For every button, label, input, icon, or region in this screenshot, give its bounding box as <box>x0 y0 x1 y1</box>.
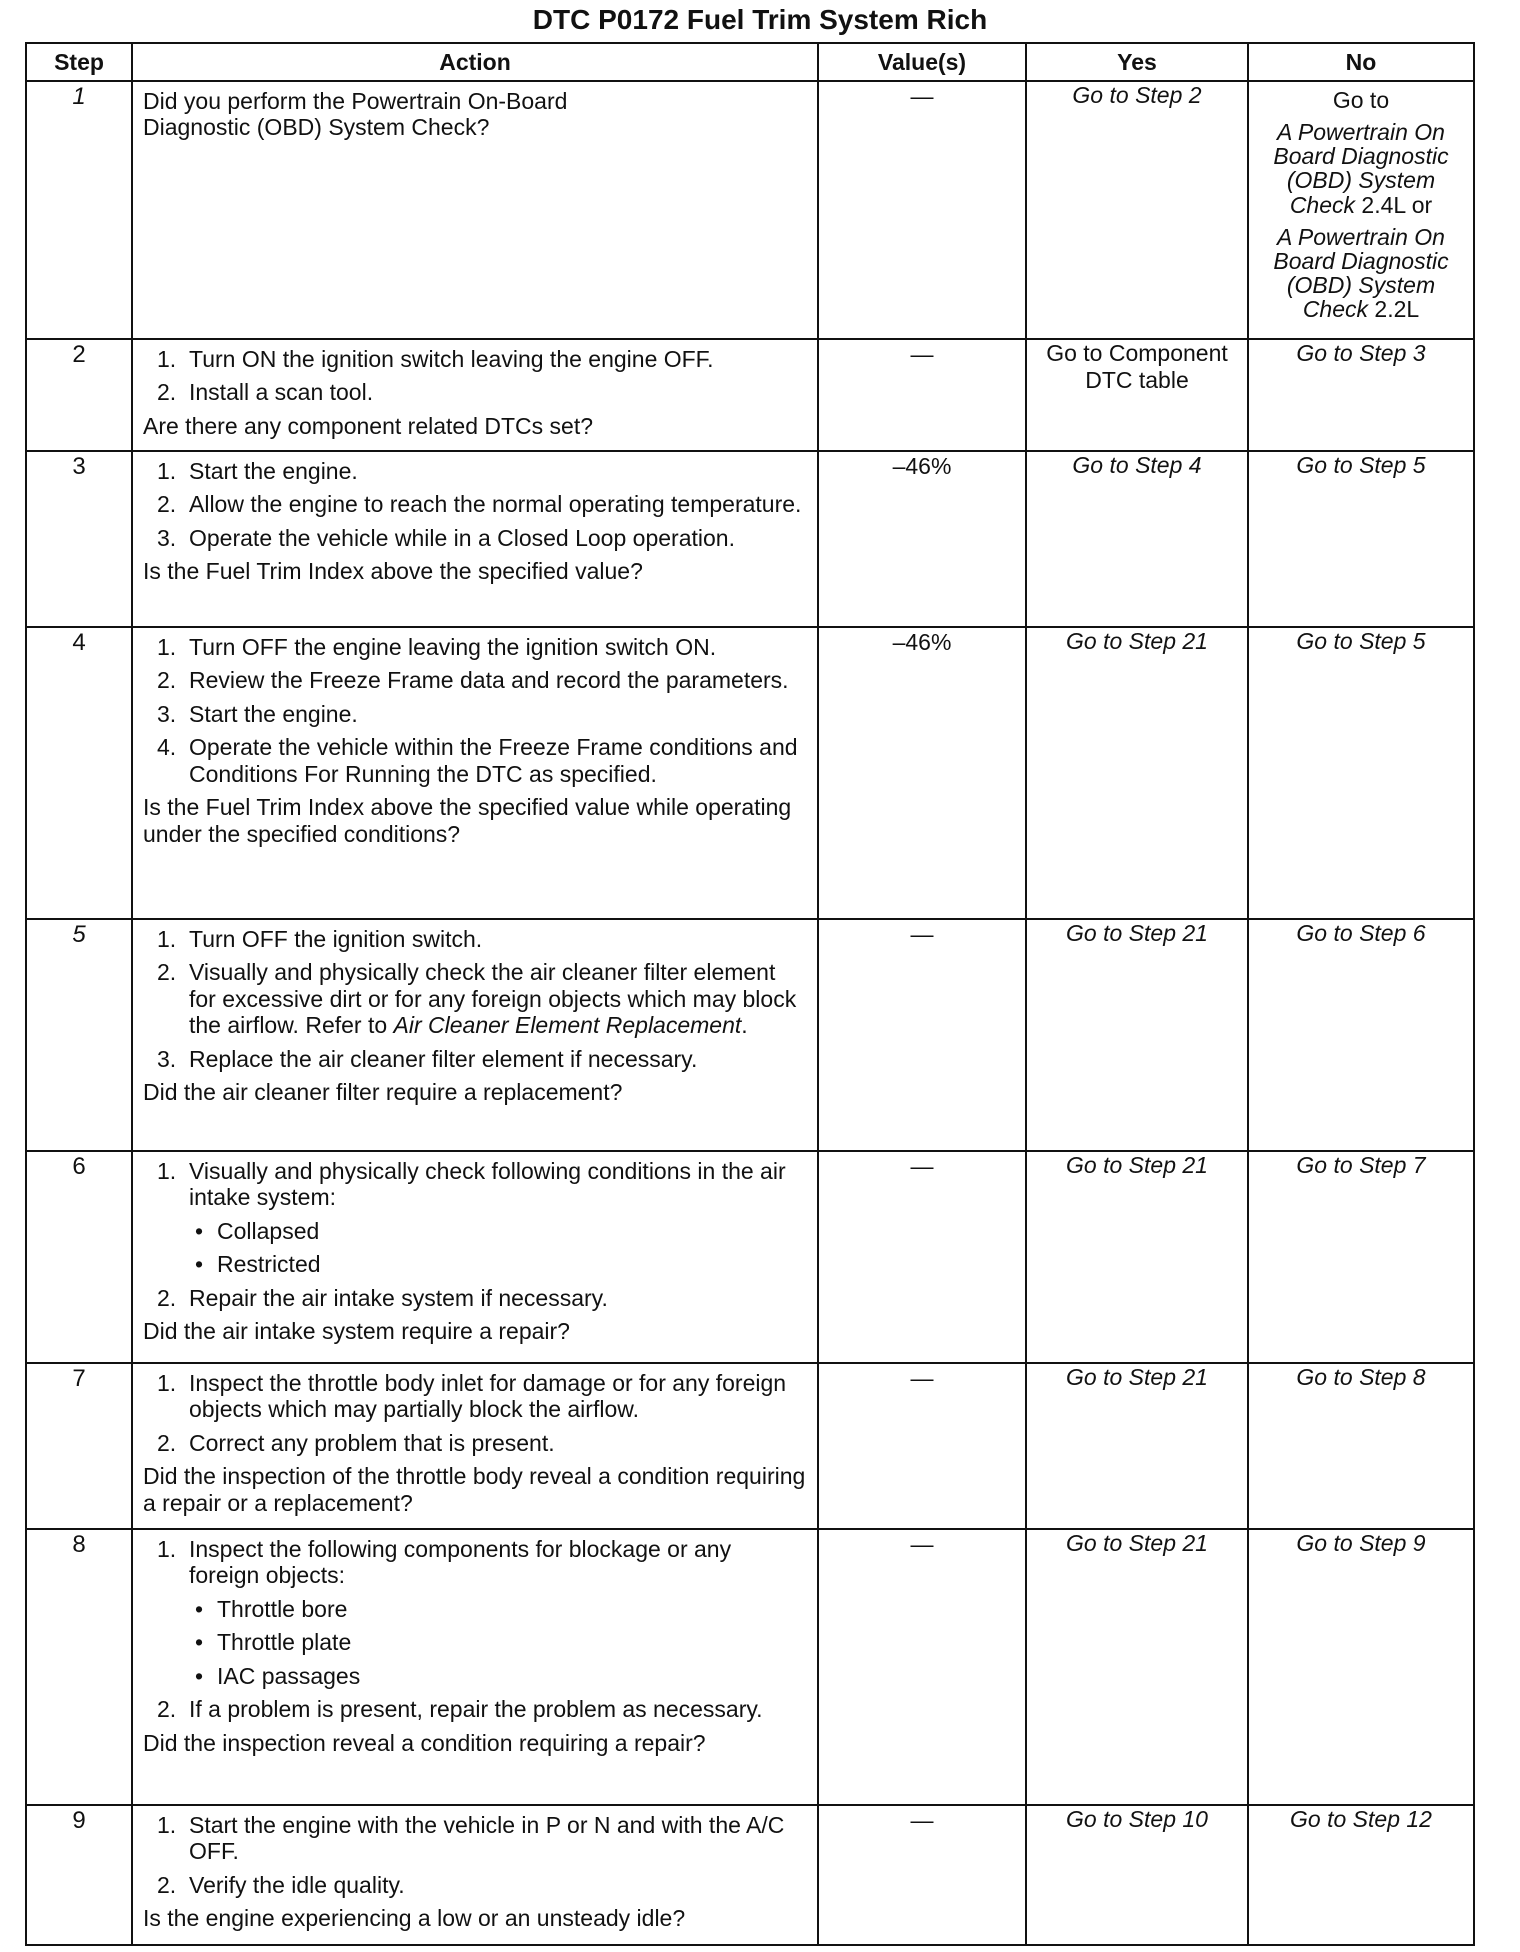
action-cell: 1. Turn ON the ignition switch leaving the engine OFF. 2. Install a scan tool. Are there any component related DTCs set? <box>132 339 818 451</box>
action-cell: 1. Start the engine. 2. Allow the engine to reach the normal operating temperature. 3. Operate the vehicle while in a Closed Loop operation. Is the Fuel Trim Index above the specified value? <box>132 451 818 627</box>
table-row-step-3 <box>26 451 1474 627</box>
no-cell <box>1248 451 1474 627</box>
no-cell <box>1248 1529 1474 1805</box>
action-item: Visually and physically check following conditions in the air intake system: <box>189 1158 786 1211</box>
table-row-step-8 <box>26 1529 1474 1805</box>
action-item: Inspect the throttle body inlet for damage or for any foreign objects which may partially block the airflow. <box>189 1370 787 1423</box>
question-text: Did the inspection of the throttle body reveal a condition requiring a repair or a replacement? <box>143 1463 806 1516</box>
action-cell: 1. Inspect the throttle body inlet for damage or for any foreign objects which may partially block the airflow. 2. Correct any problem that is present. Did the inspection of the throttle body reveal a condition requiring a repair or a replacement? <box>132 1363 818 1529</box>
value-cell: — <box>818 339 1026 451</box>
no-goto: Go to Step 3 <box>1296 340 1426 366</box>
table-row-step-5 <box>26 919 1474 1151</box>
header-row <box>26 43 1474 81</box>
value-cell: — <box>818 1805 1026 1945</box>
diagnostic-table <box>25 42 1475 1946</box>
table-row-step-6 <box>26 1151 1474 1363</box>
question-text: Did the air intake system require a repair? <box>143 1318 570 1345</box>
action-item: Install a scan tool. <box>189 379 374 406</box>
action-cell: 1. Visually and physically check following conditions in the air intake system: • Collapsed • Restricted 2. Repair the air intake system if necessary. Did the air intake system require a repair? <box>132 1151 818 1363</box>
no-goto: Go to Step 7 <box>1296 1152 1426 1178</box>
action-item: Allow the engine to reach the normal operating temperature. <box>189 491 802 518</box>
action-item: Turn OFF the engine leaving the ignition switch ON. <box>189 634 717 660</box>
action-item: Turn OFF the ignition switch. <box>189 926 483 952</box>
no-goto: Go to Step 5 <box>1296 628 1426 654</box>
yes-cell <box>1026 1151 1248 1363</box>
bullet-item: IAC passages <box>217 1662 361 1689</box>
action-item: Verify the idle quality. <box>189 1871 405 1898</box>
yes-goto: Go to Component DTC table <box>1046 340 1228 393</box>
action-item: Start the engine. <box>189 458 358 484</box>
step-number: 5 <box>26 919 132 1151</box>
question-text: Did the air cleaner filter require a replacement? <box>143 1079 623 1106</box>
no-goto: Go to Step 6 <box>1296 920 1426 946</box>
action-cell: 1. Turn OFF the engine leaving the ignition switch ON. 2. Review the Freeze Frame data and record the parameters. 3. Start the engine. 4. Operate the vehicle within the Freeze Frame conditions and Conditions For Running the DTC as specified. Is the Fuel Trim Index above the specified value while operating under the specified conditions? <box>132 627 818 919</box>
no-goto: Go to Step 5 <box>1296 452 1426 478</box>
yes-goto: Go to Step 4 <box>1072 452 1202 478</box>
bullet-item: Collapsed <box>217 1217 320 1244</box>
action-item: Operate the vehicle while in a Closed Loop operation. <box>189 524 735 551</box>
no-cell <box>1248 627 1474 919</box>
yes-goto: Go to Step 2 <box>1072 82 1202 108</box>
no-ref-22l: A Powertrain On Board Diagnostic (OBD) System Check <box>1273 223 1449 323</box>
yes-goto: Go to Step 21 <box>1066 1364 1208 1390</box>
yes-goto: Go to Step 21 <box>1066 628 1208 654</box>
yes-goto: Go to Step 21 <box>1066 920 1208 946</box>
action-cell: 1. Start the engine with the vehicle in P or N and with the A/C OFF. 2. Verify the idle quality. Is the engine experiencing a low or an unsteady idle? <box>132 1805 818 1945</box>
no-cell <box>1248 339 1474 451</box>
no-cell <box>1248 1151 1474 1363</box>
step-number: 6 <box>26 1151 132 1363</box>
table-row-step-4 <box>26 627 1474 919</box>
bullet-item: Restricted <box>217 1251 321 1278</box>
yes-cell <box>1026 1363 1248 1529</box>
action-item: Inspect the following components for blockage or any foreign objects: <box>189 1536 732 1589</box>
question-text: Is the Fuel Trim Index above the specified value while operating under the specified conditions? <box>143 794 792 847</box>
reference-link[interactable]: Air Cleaner Element Replacement <box>393 1012 742 1039</box>
yes-goto: Go to Step 21 <box>1066 1530 1208 1556</box>
no-goto: Go to Step 8 <box>1296 1364 1426 1390</box>
value-cell: — <box>818 1363 1026 1529</box>
yes-cell <box>1026 339 1248 451</box>
bullet-item: Throttle bore <box>217 1595 348 1622</box>
action-item: Turn ON the ignition switch leaving the engine OFF. <box>189 346 714 372</box>
header-step: Step <box>26 43 132 81</box>
yes-cell <box>1026 627 1248 919</box>
question-text: Did you perform the Powertrain On-Board Diagnostic (OBD) System Check? <box>143 88 568 141</box>
page-title: DTC P0172 Fuel Trim System Rich <box>532 4 988 35</box>
action-item: Review the Freeze Frame data and record the parameters. <box>189 667 789 694</box>
no-ref-24l-tail: 2.4L or <box>1361 191 1433 218</box>
value-cell: — <box>818 1151 1026 1363</box>
action-item: Repair the air intake system if necessary. <box>189 1284 608 1311</box>
no-goto: Go to Step 9 <box>1296 1530 1426 1556</box>
yes-cell <box>1026 451 1248 627</box>
action-item: Replace the air cleaner filter element if necessary. <box>189 1045 698 1072</box>
step-number: 2 <box>26 339 132 451</box>
step-number: 4 <box>26 627 132 919</box>
yes-goto: Go to Step 10 <box>1066 1806 1208 1832</box>
table-row-step-2 <box>26 339 1474 451</box>
action-item: Start the engine. <box>189 700 358 727</box>
bullet-item: Throttle plate <box>217 1629 352 1656</box>
step-number: 9 <box>26 1805 132 1945</box>
table-row-step-7 <box>26 1363 1474 1529</box>
yes-cell <box>1026 919 1248 1151</box>
no-goto: Go to Step 12 <box>1290 1806 1432 1832</box>
header-values: Value(s) <box>818 43 1026 81</box>
value-cell: –46% <box>818 451 1026 627</box>
yes-cell <box>1026 81 1248 339</box>
question-text: Are there any component related DTCs set? <box>143 412 594 439</box>
table-row-step-1 <box>26 81 1474 339</box>
action-cell <box>132 81 818 339</box>
header-yes: Yes <box>1026 43 1248 81</box>
step-number: 3 <box>26 451 132 627</box>
action-item: Correct any problem that is present. <box>189 1429 555 1456</box>
yes-cell <box>1026 1805 1248 1945</box>
no-cell <box>1248 81 1474 339</box>
action-cell: 1. Inspect the following components for blockage or any foreign objects: • Throttle bore • Throttle plate • IAC passages 2. If a problem is present, repair the problem as necessary. Did the inspection reveal a condition requiring a repair? <box>132 1529 818 1805</box>
action-item: Start the engine with the vehicle in P or N and with the A/C OFF. <box>189 1812 785 1865</box>
step-number: 8 <box>26 1529 132 1805</box>
step-number: 1 <box>26 81 132 339</box>
table-row-step-9 <box>26 1805 1474 1945</box>
no-cell <box>1248 1805 1474 1945</box>
value-cell: –46% <box>818 627 1026 919</box>
yes-goto: Go to Step 21 <box>1066 1152 1208 1178</box>
value-cell: — <box>818 1529 1026 1805</box>
question-text: Did the inspection reveal a condition requiring a repair? <box>143 1729 706 1756</box>
no-ref-24l: A Powertrain On Board Diagnostic (OBD) System Check <box>1273 119 1449 218</box>
action-item: Operate the vehicle within the Freeze Frame conditions and Conditions For Running the DTC as specified. <box>189 734 798 787</box>
yes-cell <box>1026 1529 1248 1805</box>
no-ref-22l-tail: 2.2L <box>1374 296 1420 323</box>
no-cell <box>1248 1363 1474 1529</box>
action-item: Visually and physically check the air cleaner filter element for excessive dirt or for any foreign objects which may block the airflow. Refer to <box>189 959 797 1039</box>
question-text: Is the Fuel Trim Index above the specified value? <box>143 558 643 585</box>
action-item: If a problem is present, repair the problem as necessary. <box>189 1696 763 1723</box>
no-cell <box>1248 919 1474 1151</box>
header-no: No <box>1248 43 1474 81</box>
value-cell: — <box>818 81 1026 339</box>
value-cell: — <box>818 919 1026 1151</box>
header-action: Action <box>132 43 818 81</box>
question-text: Is the engine experiencing a low or an unsteady idle? <box>143 1905 686 1932</box>
no-goto-label: Go to <box>1332 87 1390 113</box>
step-number: 7 <box>26 1363 132 1529</box>
action-cell: 1. Turn OFF the ignition switch. 2. Visually and physically check the air cleaner filter element for excessive dirt or for any foreign objects which may block the airflow. Refer to Air Cleaner Element Replacement. 3. Replace the air cleaner filter element if necessary. Did the air cleaner filter require a replacement? <box>132 919 818 1151</box>
